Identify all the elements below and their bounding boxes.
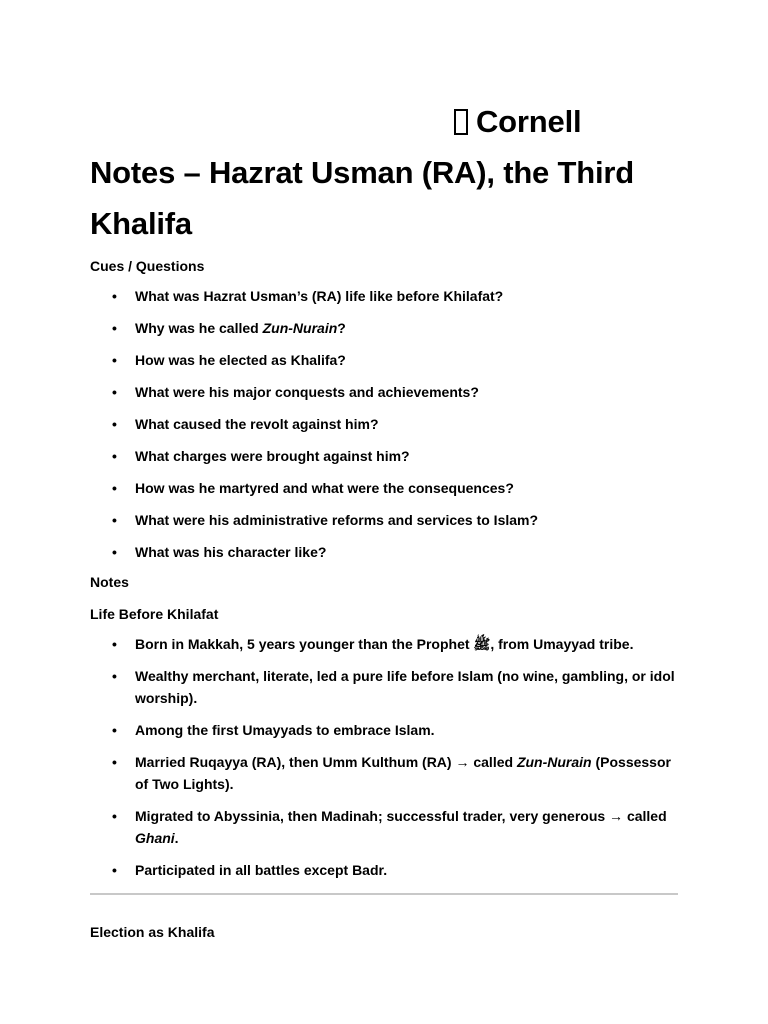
- bullet-icon: •: [112, 754, 117, 770]
- cue-emphasis: Zun-Nurain: [262, 320, 338, 336]
- note-item: [90, 665, 678, 709]
- life-heading: Life Before Khilafat: [90, 606, 219, 622]
- bullet-icon: •: [112, 480, 117, 496]
- bullet-icon: •: [112, 448, 117, 464]
- bullet-icon: •: [112, 544, 117, 560]
- cue-text: How was he elected as Khalifa?: [135, 352, 346, 368]
- note-text: .: [174, 830, 179, 846]
- cue-item: [90, 413, 678, 435]
- note-text: Migrated to Abyssinia, then Madinah; successful trader, very generous → called: [135, 808, 667, 824]
- bullet-icon: •: [112, 320, 117, 336]
- cue-text: What was Hazrat Usman’s (RA) life like before Khilafat?: [135, 288, 504, 304]
- note-item: [90, 859, 678, 881]
- bullet-icon: •: [112, 288, 117, 304]
- note-item: [90, 751, 678, 795]
- cue-text: Why was he called: [135, 320, 263, 336]
- cue-text: What were his administrative reforms and services to Islam?: [135, 512, 539, 528]
- cue-item: [90, 381, 678, 403]
- cue-item: [90, 509, 678, 531]
- note-item: [90, 805, 678, 849]
- life-list: [90, 633, 678, 881]
- cue-item: [90, 317, 678, 339]
- note-emphasis: Zun-Nurain: [516, 754, 592, 770]
- note-emphasis: Ghani: [135, 830, 175, 846]
- section-divider: [90, 893, 678, 895]
- title-line-1: Cornell: [476, 104, 582, 139]
- bullet-icon: •: [112, 352, 117, 368]
- note-text: Born in Makkah, 5 years younger than the Prophet ﷺ, from Umayyad tribe.: [135, 636, 634, 652]
- bullet-icon: •: [112, 512, 117, 528]
- cue-item: [90, 445, 678, 467]
- note-text: Participated in all battles except Badr.: [135, 862, 388, 878]
- cue-item: [90, 285, 678, 307]
- cue-item: [90, 477, 678, 499]
- cue-text: What charges were brought against him?: [135, 448, 410, 464]
- bullet-icon: •: [112, 722, 117, 738]
- note-text: Among the first Umayyads to embrace Islam.: [135, 722, 435, 738]
- cue-item: [90, 541, 678, 563]
- cue-text: What caused the revolt against him?: [135, 416, 379, 432]
- bullet-icon: •: [112, 416, 117, 432]
- cue-text: ?: [337, 320, 346, 336]
- election-heading: Election as Khalifa: [90, 924, 215, 940]
- note-text: Wealthy merchant, literate, led a pure life before Islam (no wine, gambling, or idol worship).: [135, 668, 675, 706]
- note-text: Married Ruqayya (RA), then Umm Kulthum (RA) → called: [135, 754, 517, 770]
- bullet-icon: •: [112, 862, 117, 878]
- note-item: [90, 719, 678, 741]
- cues-heading: Cues / Questions: [90, 258, 205, 274]
- bullet-icon: •: [112, 808, 117, 824]
- cues-list: [90, 285, 678, 563]
- bullet-icon: •: [112, 668, 117, 684]
- notes-heading: Notes: [90, 574, 129, 590]
- page-title: [90, 96, 678, 249]
- cue-text: What were his major conquests and achievements?: [135, 384, 479, 400]
- missing-glyph-icon: [454, 109, 468, 135]
- note-item: [90, 633, 678, 655]
- title-line-2: Notes – Hazrat Usman (RA), the Third Khalifa: [90, 155, 634, 241]
- cue-item: [90, 349, 678, 371]
- bullet-icon: •: [112, 384, 117, 400]
- bullet-icon: •: [112, 636, 117, 652]
- document-page: [90, 96, 678, 941]
- cue-text: What was his character like?: [135, 544, 327, 560]
- cue-text: How was he martyred and what were the consequences?: [135, 480, 514, 496]
- note-text: (Possessor of Two Lights).: [135, 754, 671, 792]
